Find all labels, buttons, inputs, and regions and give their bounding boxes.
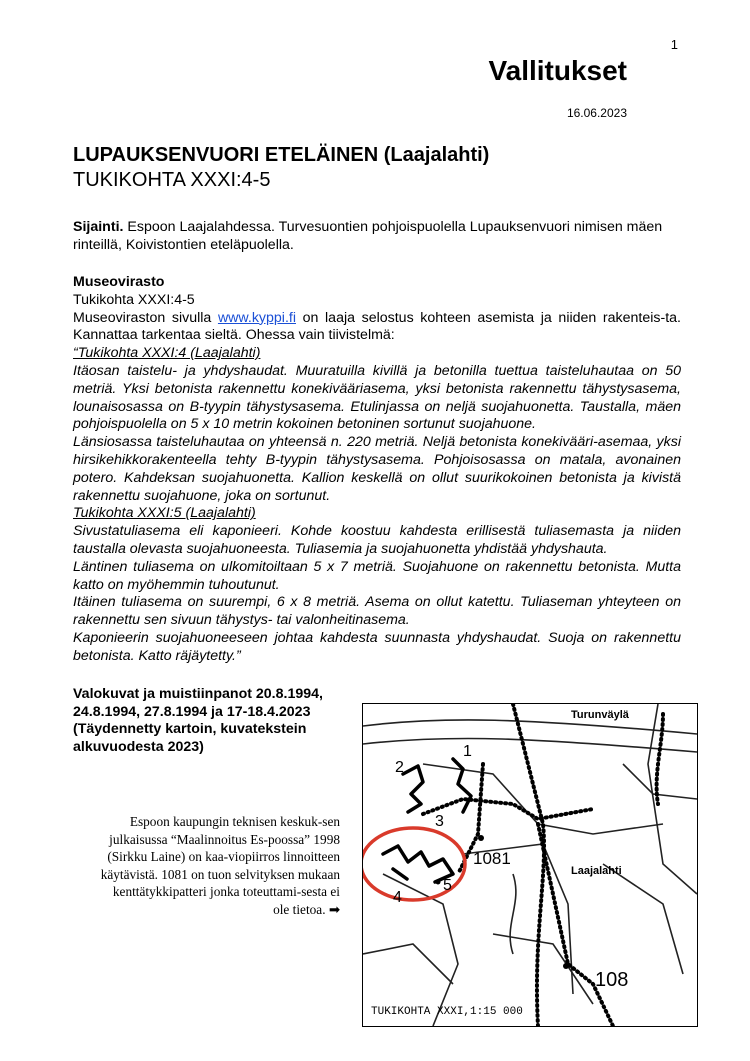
map-number-1081: 1081 bbox=[473, 849, 511, 868]
map-marker bbox=[563, 963, 569, 969]
section5-paragraph-2: Läntinen tuliasema on ulkomitoiltaan 5 x 7 metriä. Suojahuone on rakennettu betonista. Mutta katto on myöhemmin tuhoutunut. bbox=[73, 558, 681, 593]
map-number-108: 108 bbox=[595, 969, 629, 991]
intro-before-link: Museoviraston sivulla bbox=[73, 309, 212, 326]
road-label: Turunväylä bbox=[571, 709, 629, 721]
map-marker bbox=[478, 835, 484, 841]
museum-subtitle: Tukikohta XXXI:4-5 bbox=[73, 291, 195, 308]
section4-paragraph-1: Itäosan taistelu- ja yhdyshaudat. Muuratuilla kivillä ja betonilla tuettua taisteluhautaa on 50 metriä. Yksi betonista rakennettu konekivääriasema, yksi betonista rakennettu tähystysasema, lounaisosassa on B-tyypin tähystysasema. Etulinjassa on neljä suojahuonetta. Taustalla, mäen pohjoispuolella on 5 x 10 metrin kokoinen betoninen sortunut suojahuone. bbox=[73, 362, 681, 433]
location-text: Espoon Laajalahdessa. Turvesuontien pohjoispuolella Lupauksenvuori nimisen mäen rinteillä, Koivistontien eteläpuolella. bbox=[73, 219, 663, 253]
map-marker bbox=[436, 880, 441, 885]
map-drawing bbox=[363, 704, 697, 1026]
section4-title: “Tukikohta XXXI:4 (Laajalahti) bbox=[73, 345, 261, 362]
section5-paragraph-3: Itäinen tuliasema on suurempi, 6 x 8 metriä. Asema on ollut katettu. Tuliaseman yhteyteen on rakennettu sen sivuun tähystys- tai valonheitinasema. bbox=[73, 594, 681, 629]
page-number: 1 bbox=[670, 37, 678, 52]
document-title: Vallitukset bbox=[488, 55, 627, 86]
map-footer-label: TUKIKOHTA XXXI,1:15 000 bbox=[371, 1006, 523, 1018]
document-date: 16.06.2023 bbox=[566, 106, 627, 120]
map-caption: Espoon kaupungin teknisen keskuk-sen julkaisussa “Maalinnoitus Es-poossa” 1998 (Sirkku Laine) on kaa-viopiirros linnoitteen käytävistä. 1081 on tuon selvityksen mukaan kenttätykkipatteri jonka toteuttami-sesta ei ole tietoa. ➡ bbox=[100, 814, 340, 917]
section5-paragraph-1: Sivustatuliasema eli kaponieeri. Kohde koostuu kahdesta erillisestä tuliasemasta ja niiden taustalla olevasta suojahuoneesta. Tuliasemia ja suojahuonetta yhdistää yhdyshauta. bbox=[73, 523, 681, 557]
intro-after-link: on laaja selostus kohteen asemista ja niiden rakenteis-ta. Kannattaa tarkentaa sieltä. Ohessa vain tiivistelmä: bbox=[73, 309, 681, 344]
location-label: Sijainti. bbox=[73, 219, 124, 235]
fortification-trenches bbox=[383, 759, 471, 882]
map-image bbox=[362, 703, 698, 1027]
kyppi-link[interactable]: www.kyppi.fi bbox=[217, 309, 296, 326]
photos-note: Valokuvat ja muistiinpanot 20.8.1994, 24.8.1994, 27.8.1994 ja 17-18.4.2023 (Täydennetty kartoin, kuvatekstein alkuvuodesta 2023) bbox=[73, 686, 323, 755]
map-number-4: 4 bbox=[393, 889, 402, 906]
district-label: Laajalahti bbox=[571, 865, 622, 877]
section5-paragraph-4: Kaponieerin suojahuoneeseen johtaa kahdesta suunnasta yhdyshaudat. Suoja on rakennettu betonista. Katto räjäytetty.” bbox=[73, 629, 681, 664]
map-number-2: 2 bbox=[395, 759, 404, 776]
map-number-3: 3 bbox=[435, 813, 444, 830]
map-number-1: 1 bbox=[463, 743, 472, 760]
museum-title: Museovirasto bbox=[73, 274, 165, 290]
map-number-5: 5 bbox=[443, 877, 452, 894]
site-subheading: TUKIKOHTA XXXI:4-5 bbox=[73, 169, 271, 191]
museum-intro bbox=[73, 310, 681, 346]
location-paragraph bbox=[73, 219, 683, 255]
museum-section bbox=[73, 274, 681, 666]
section4-paragraph-2: Länsiosassa taisteluhautaa on yhteensä n. 220 metriä. Neljä betonista konekivääri-asemaa, yksi hirsikehikkorakenteella tehty B-tyypin tähystysasema. Pohjoisosassa on matala, avonainen potero. Kahdeksan suojahuonetta. Kallion keskellä on ollut suurikokoinen betonista ja kivistä rakennettu suojahuone, joka on sortunut. bbox=[73, 434, 681, 504]
section5-title: Tukikohta XXXI:5 (Laajalahti) bbox=[73, 505, 256, 522]
site-heading: LUPAUKSENVUORI ETELÄINEN (Laajalahti) bbox=[73, 144, 490, 166]
map-streets bbox=[363, 704, 697, 1026]
